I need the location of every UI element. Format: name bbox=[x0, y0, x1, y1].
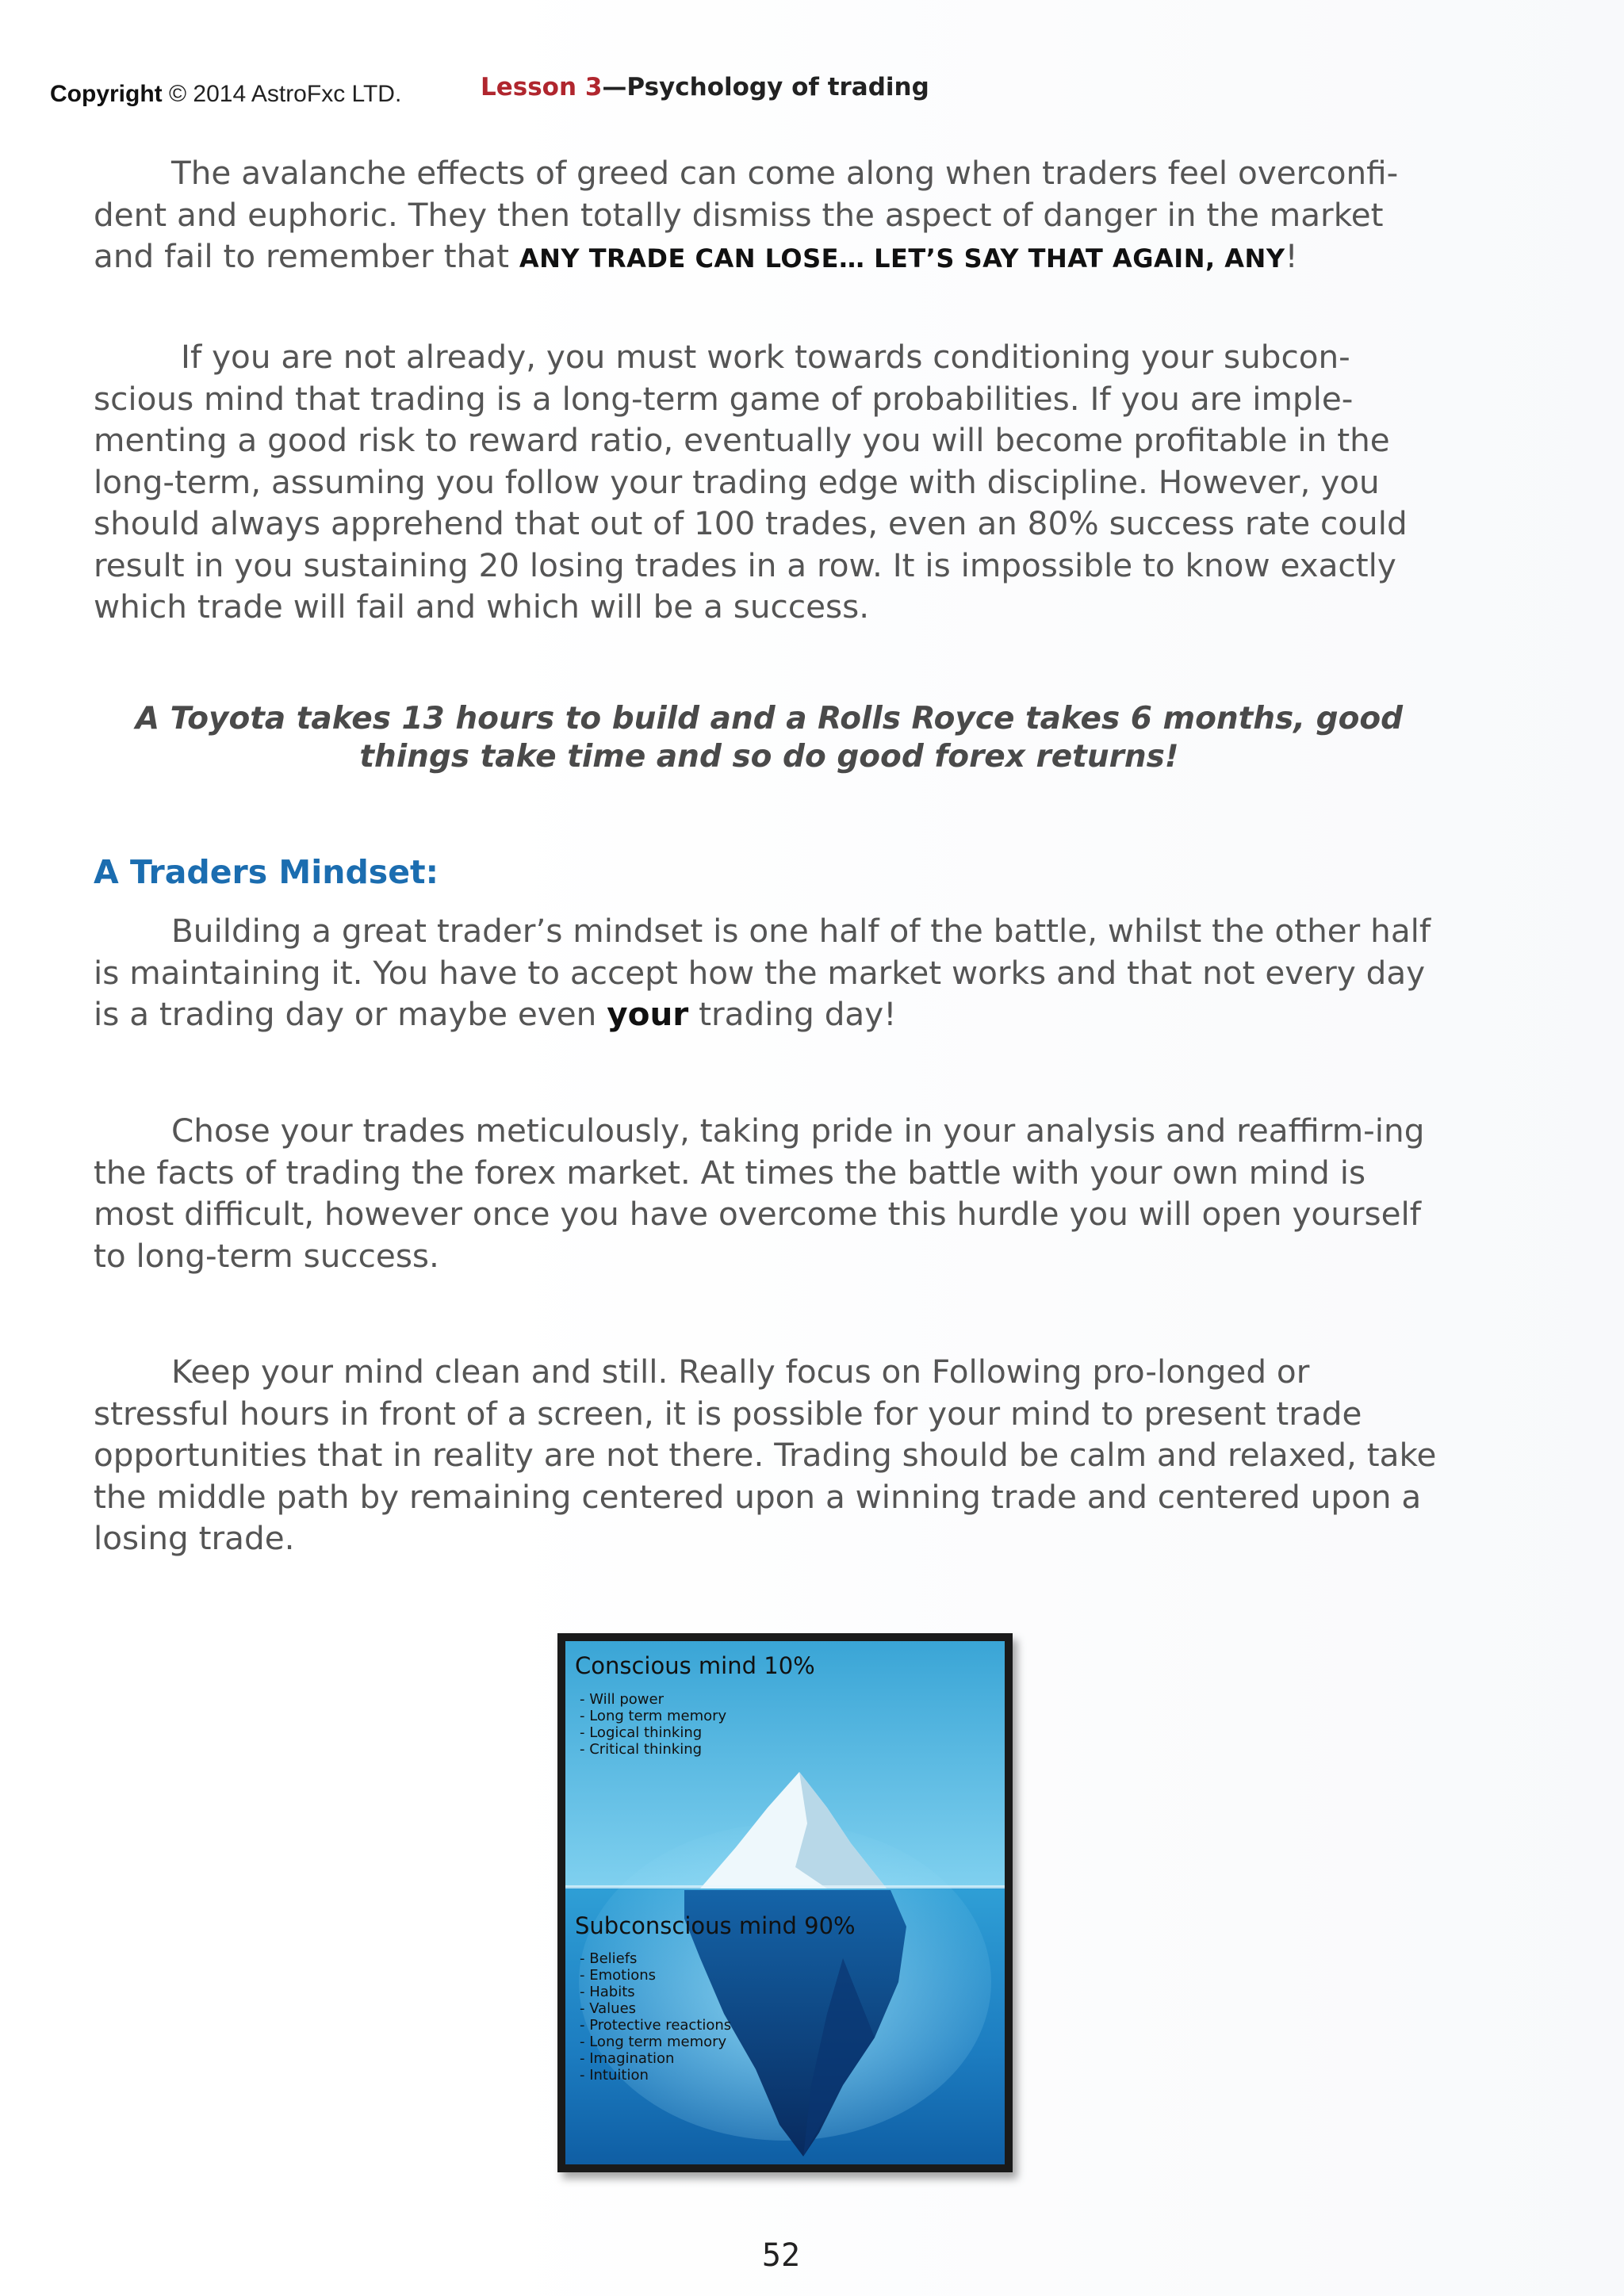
paragraph-mindset: Building a great trader’s mindset is one half of the battle, whilst the other half is maintaining it. You have to accept how the market works and that not every day is a trading day or maybe even your trading day! bbox=[94, 912, 1431, 1033]
conscious-mind-title: Conscious mind 10% bbox=[575, 1652, 815, 1679]
toyota-quote: A Toyota takes 13 hours to build and a Rolls Royce takes 6 months, good things take time and so do good forex returns! bbox=[135, 701, 1404, 775]
list-item: - Beliefs bbox=[580, 1950, 638, 1967]
list-item: - Emotions bbox=[580, 1967, 656, 1984]
list-item: - Intuition bbox=[580, 2067, 649, 2084]
lesson-title: Lesson 3—Psychology of trading bbox=[481, 73, 929, 101]
list-item: - Long term memory bbox=[580, 2034, 727, 2050]
page-header bbox=[0, 73, 1624, 121]
list-item: - Values bbox=[580, 2000, 637, 2017]
copyright-notice: Copyright © 2014 AstroFxc LTD. bbox=[50, 81, 402, 107]
iceberg-illustration bbox=[557, 1633, 1013, 2172]
paragraph-greed: The avalanche effects of greed can come along when traders feel overconfi-dent and euphoric. They then totally dismiss the aspect of danger in the market and fail to remember that ANY TRADE CAN LOSE… LET’S SAY THAT AGAIN, ANY! bbox=[94, 154, 1399, 275]
list-item: - Imagination bbox=[580, 2050, 675, 2067]
paragraph-choose-trades: Chose your trades meticulously, taking pride in your analysis and reaffirm-ing the facts of trading the forex market. At times the battle with your own mind is most difficult, however once you have overcome this hurdle you will open yourself to long-term success. bbox=[94, 1112, 1425, 1275]
subconscious-mind-title: Subconscious mind 90% bbox=[575, 1912, 856, 1939]
subconscious-mind-list bbox=[580, 1950, 731, 2084]
page-number: 52 bbox=[761, 2237, 801, 2274]
paragraph-probabilities: If you are not already, you must work towards conditioning your subcon-scious mind that trading is a long-term game of probabilities. If you are imple-menting a good risk to reward ratio, eventually you will become profitable in the long-term, assuming you follow your trading edge with discipline. However, you should always apprehend that out of 100 trades, even an 80% success rate could result in you sustaining 20 losing trades in a row. It is impossible to know exactly which trade will fail and which will be a success. bbox=[94, 338, 1408, 626]
list-item: - Critical thinking bbox=[580, 1741, 703, 1758]
paragraph-calm-mind: Keep your mind clean and still. Really focus on Following pro-longed or stressful hours in front of a screen, it is possible for your mind to present trade opportunities that in reality are not there. Trading should be calm and relaxed, take the middle path by remaining centered upon a winning trade and centered upon a losing trade. bbox=[94, 1353, 1437, 1557]
list-item: - Habits bbox=[580, 1984, 635, 2000]
list-item: - Logical thinking bbox=[580, 1724, 703, 1741]
section-title: A Traders Mindset: bbox=[94, 853, 439, 891]
list-item: - Long term memory bbox=[580, 1708, 727, 1724]
conscious-mind-list bbox=[580, 1691, 726, 1758]
list-item: - Protective reactions bbox=[580, 2017, 732, 2034]
list-item: - Will power bbox=[580, 1691, 664, 1708]
